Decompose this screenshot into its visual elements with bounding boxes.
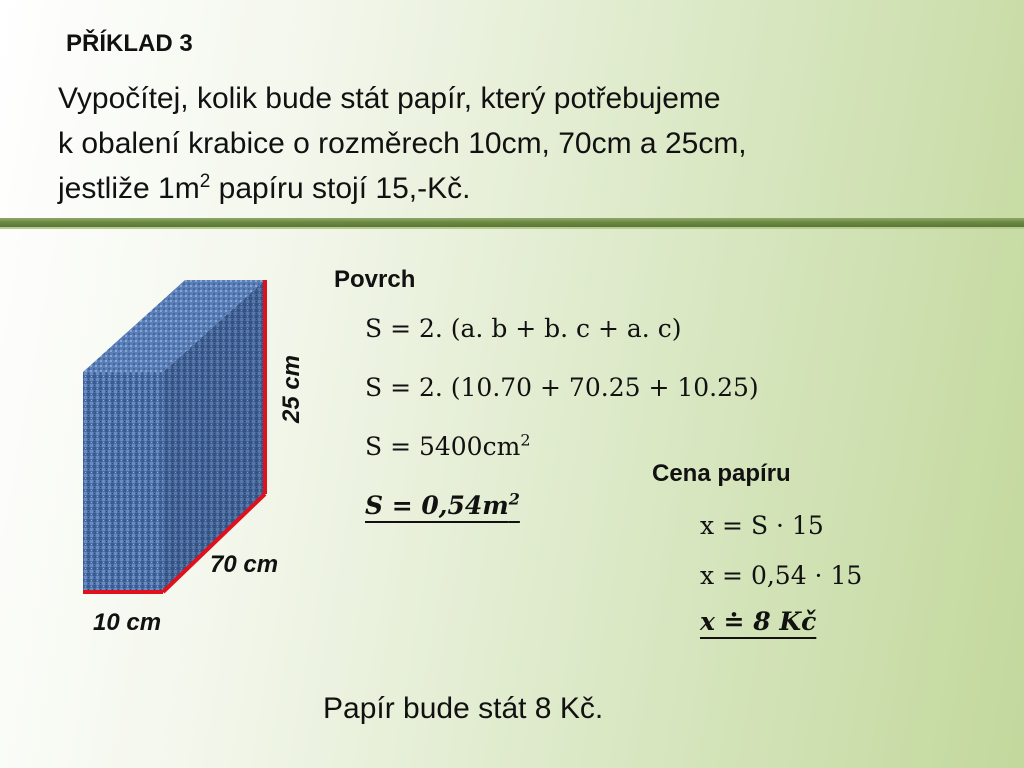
problem-line-1: Vypočítej, kolik bude stát papír, který potřebujeme [58, 82, 721, 115]
width-label: 10 cm [93, 609, 162, 636]
surface-result-m-value: S = 0,54m [365, 491, 509, 520]
price-substitution: x = 0,54 · 15 [700, 561, 863, 590]
height-label: 25 cm [278, 354, 305, 424]
length-label: 70 cm [210, 551, 279, 578]
problem-line-3 [58, 166, 938, 211]
box-front-face [83, 372, 163, 592]
surface-substitution: S = 2. (10.70 + 70.25 + 10.25) [365, 373, 759, 402]
surface-result-cm [365, 432, 531, 461]
problem-line-3-end: papíru stojí 15,-Kč. [210, 172, 471, 205]
square-exponent: 2 [199, 171, 211, 192]
example-heading: PŘÍKLAD 3 [66, 30, 193, 57]
surface-result-m [365, 491, 520, 520]
box-illustration [0, 260, 330, 660]
m-exponent: 2 [508, 489, 520, 509]
price-result: x ≐ 8 Kč [700, 607, 817, 636]
title-divider [0, 218, 1024, 227]
problem-line-3-start: jestliže 1m [58, 172, 200, 205]
price-formula: x = S · 15 [700, 511, 824, 540]
price-title: Cena papíru [652, 460, 791, 487]
cm-exponent: 2 [520, 430, 531, 450]
problem-statement [58, 76, 938, 211]
surface-formula: S = 2. (a. b + b. c + a. c) [365, 314, 682, 343]
surface-title: Povrch [334, 266, 416, 293]
surface-result-cm-value: S = 5400cm [365, 432, 521, 461]
problem-line-2: k obalení krabice o rozměrech 10cm, 70cm a 25cm, [58, 127, 747, 160]
conclusion-text: Papír bude stát 8 Kč. [323, 692, 604, 725]
